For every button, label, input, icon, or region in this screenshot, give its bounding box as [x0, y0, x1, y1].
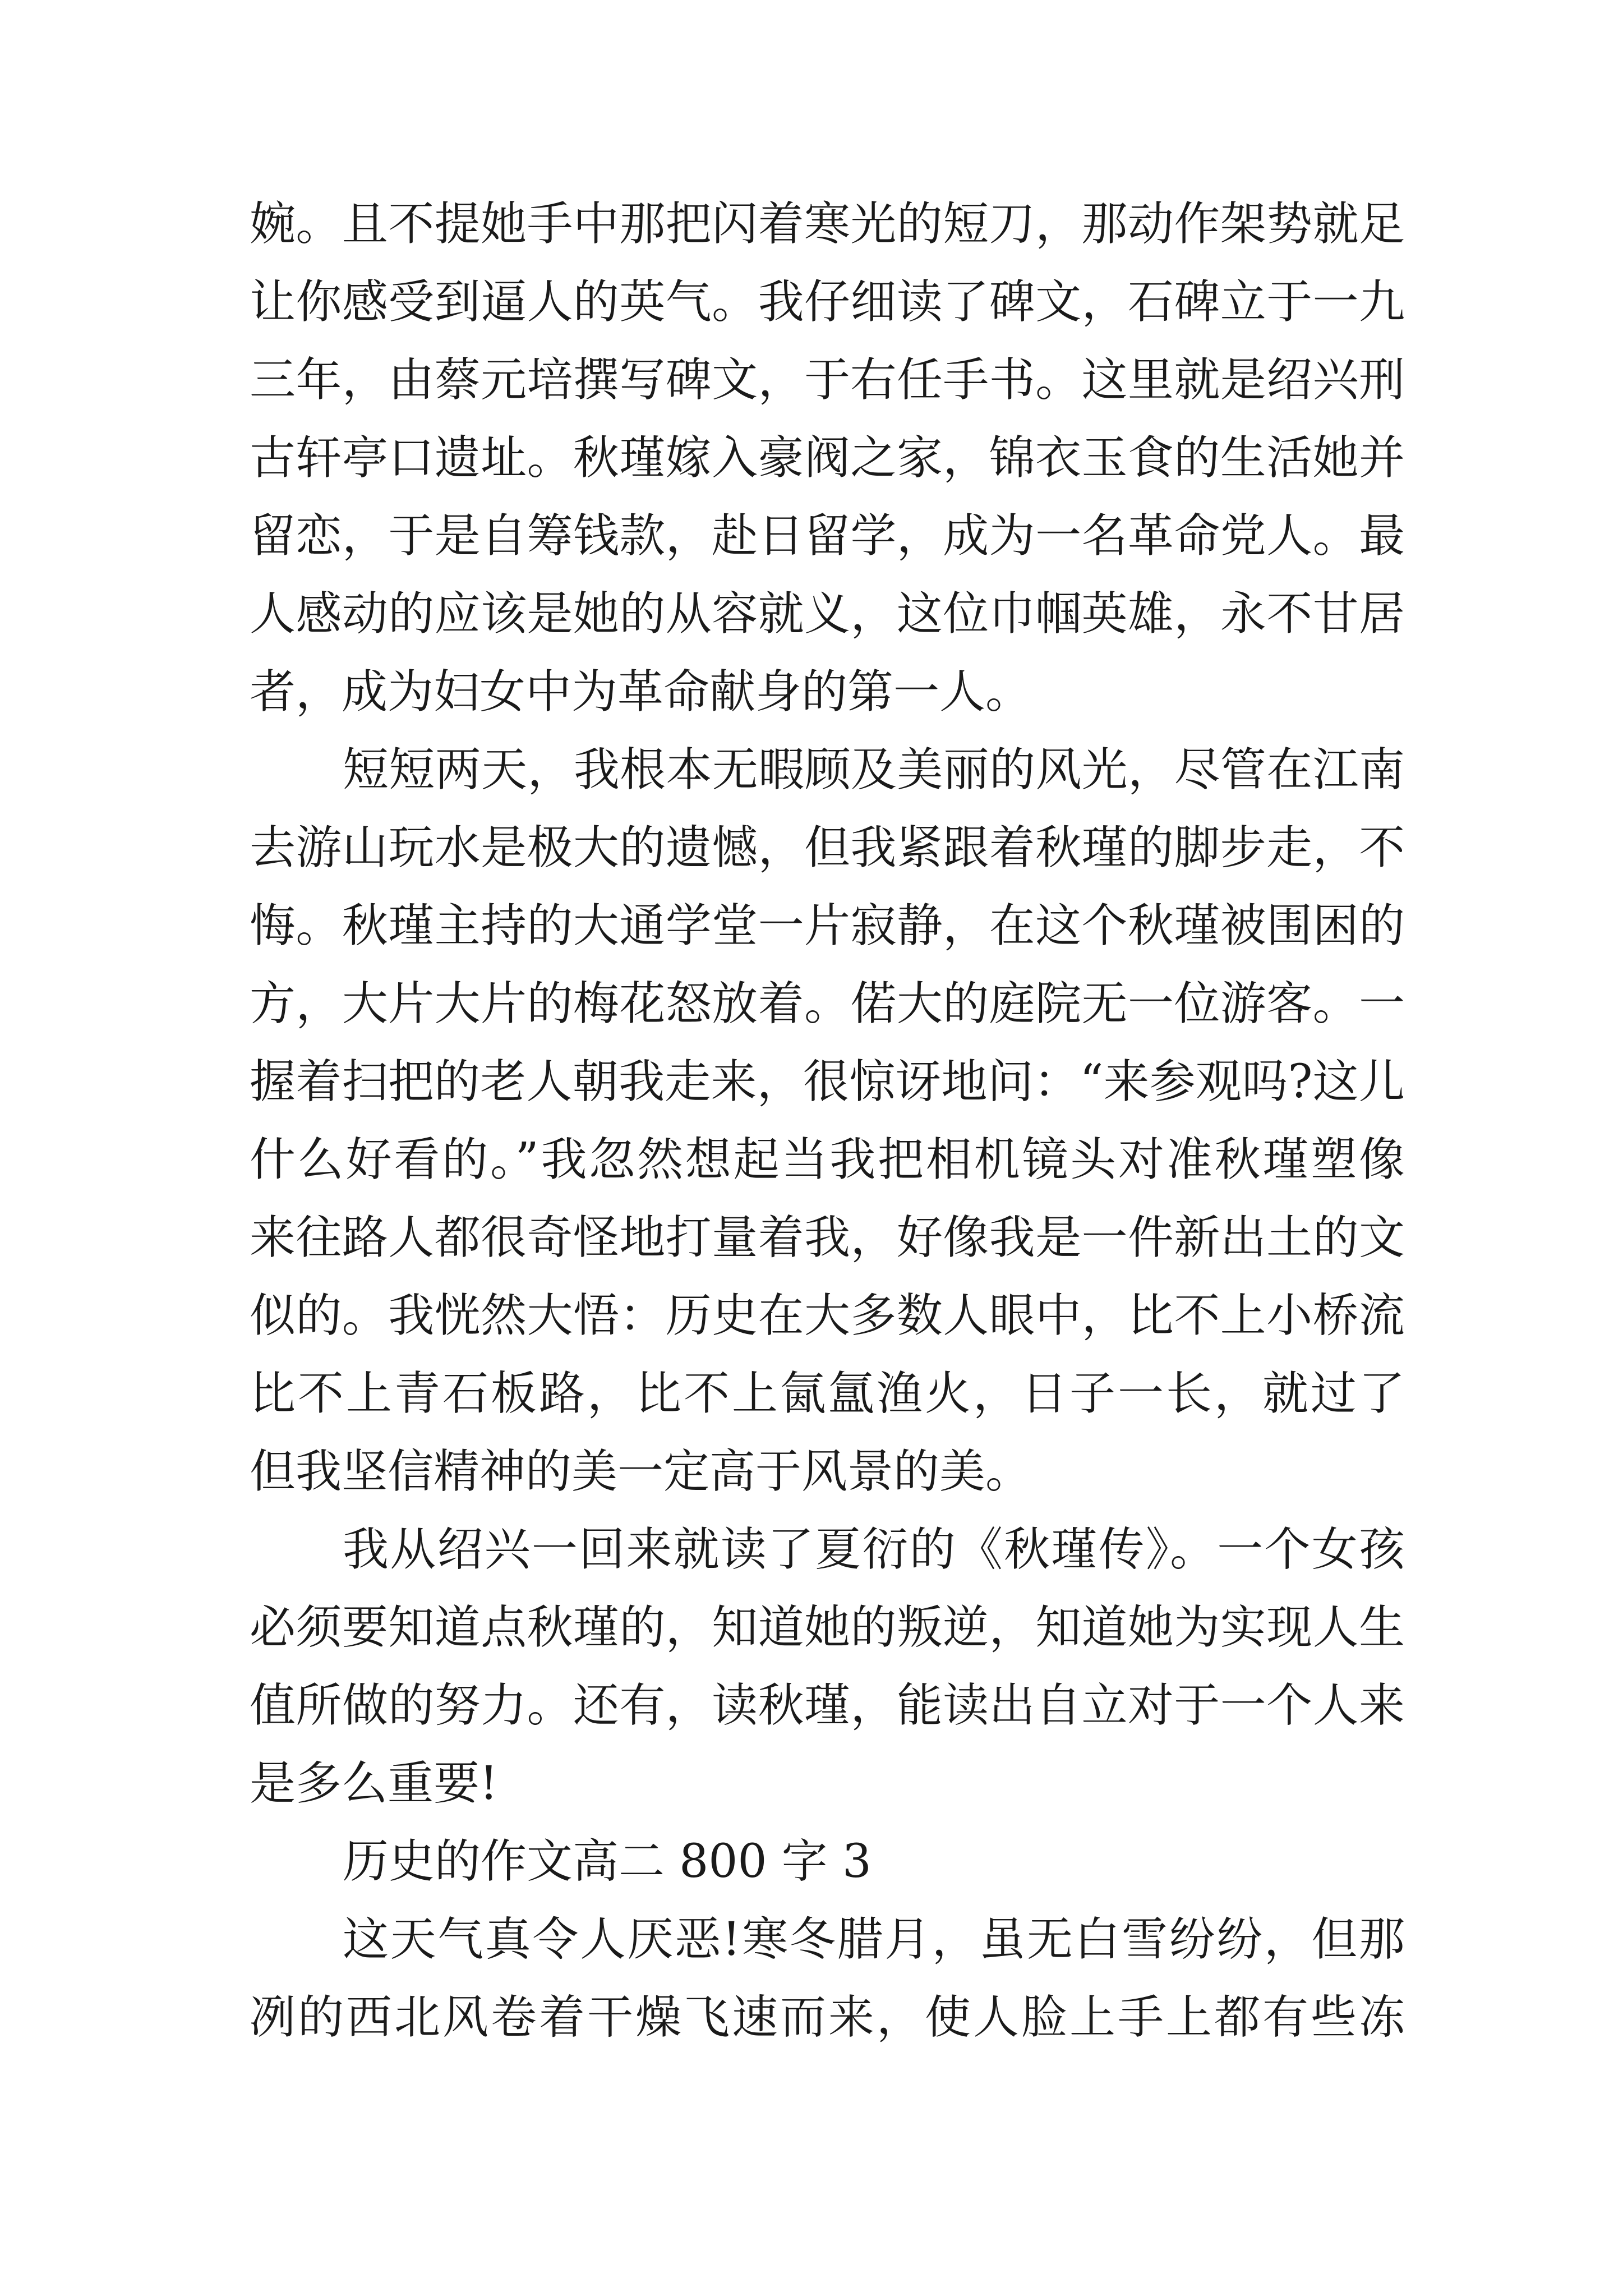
text-line: 我从绍兴一回来就读了夏衍的《秋瑾传》。一个女孩	[343, 1523, 1405, 1576]
text-line: 但我坚信精神的美一定高于风景的美。	[250, 1445, 1032, 1498]
paragraph	[250, 1901, 1405, 2056]
text-line: 冽的西北风卷着干燥飞速而来，使人脸上手上都有些冻	[250, 1991, 1405, 2044]
text-line: 是多么重要!	[250, 1757, 498, 1810]
text-line: 比不上青石板路，比不上氤氲渔火，日子一长，就过了	[250, 1367, 1405, 1420]
text-line: 似的。我恍然大悟：历史在大多数人眼中，比不上小桥流	[250, 1289, 1405, 1342]
text-line: 者，成为妇女中为革命献身的第一人。	[250, 665, 1032, 719]
text-line: 值所做的努力。还有，读秋瑾，能读出自立对于一个人来	[250, 1679, 1405, 1732]
text-line: 让你感受到逼人的英气。我仔细读了碑文，石碑立于一九	[250, 275, 1405, 329]
text-line: 婉。且不提她手中那把闪着寒光的短刀，那动作架势就足	[250, 197, 1405, 251]
text-line: 去游山玩水是极大的遗憾，但我紧跟着秋瑾的脚步走，不	[250, 821, 1405, 875]
essay-body	[250, 185, 1405, 2056]
text-line: 人感动的应该是她的从容就义，这位巾帼英雄，永不甘居	[250, 587, 1405, 641]
text-line: 来往路人都很奇怪地打量着我，好像我是一件新出土的文	[250, 1211, 1405, 1264]
text-line: 古轩亭口遗址。秋瑾嫁入豪阀之家，锦衣玉食的生活她并	[250, 431, 1405, 485]
heading-line: 历史的作文高二 800 字 3	[343, 1835, 872, 1888]
text-line: 方，大片大片的梅花怒放着。偌大的庭院无一位游客。一	[250, 977, 1405, 1030]
text-line: 这天气真令人厌恶!寒冬腊月，虽无白雪纷纷，但那	[343, 1913, 1405, 1966]
text-line: 握着扫把的老人朝我走来，很惊讶地问：“来参观吗?这儿	[250, 1055, 1405, 1108]
text-line: 三年，由蔡元培撰写碑文，于右任手书。这里就是绍兴刑	[250, 353, 1405, 407]
paragraph	[250, 185, 1405, 731]
text-line: 必须要知道点秋瑾的，知道她的叛逆，知道她为实现人生	[250, 1601, 1405, 1654]
paragraph	[250, 1511, 1405, 1823]
text-line: 短短两天，我根本无暇顾及美丽的风光，尽管在江南	[343, 743, 1405, 797]
section-heading	[250, 1823, 1405, 1901]
text-line: 悔。秋瑾主持的大通学堂一片寂静，在这个秋瑾被围困的	[250, 899, 1405, 953]
text-line: 留恋，于是自筹钱款，赴日留学，成为一名革命党人。最	[250, 509, 1405, 563]
paragraph	[250, 731, 1405, 1511]
text-line: 什么好看的。”我忽然想起当我把相机镜头对准秋瑾塑像	[250, 1133, 1405, 1186]
